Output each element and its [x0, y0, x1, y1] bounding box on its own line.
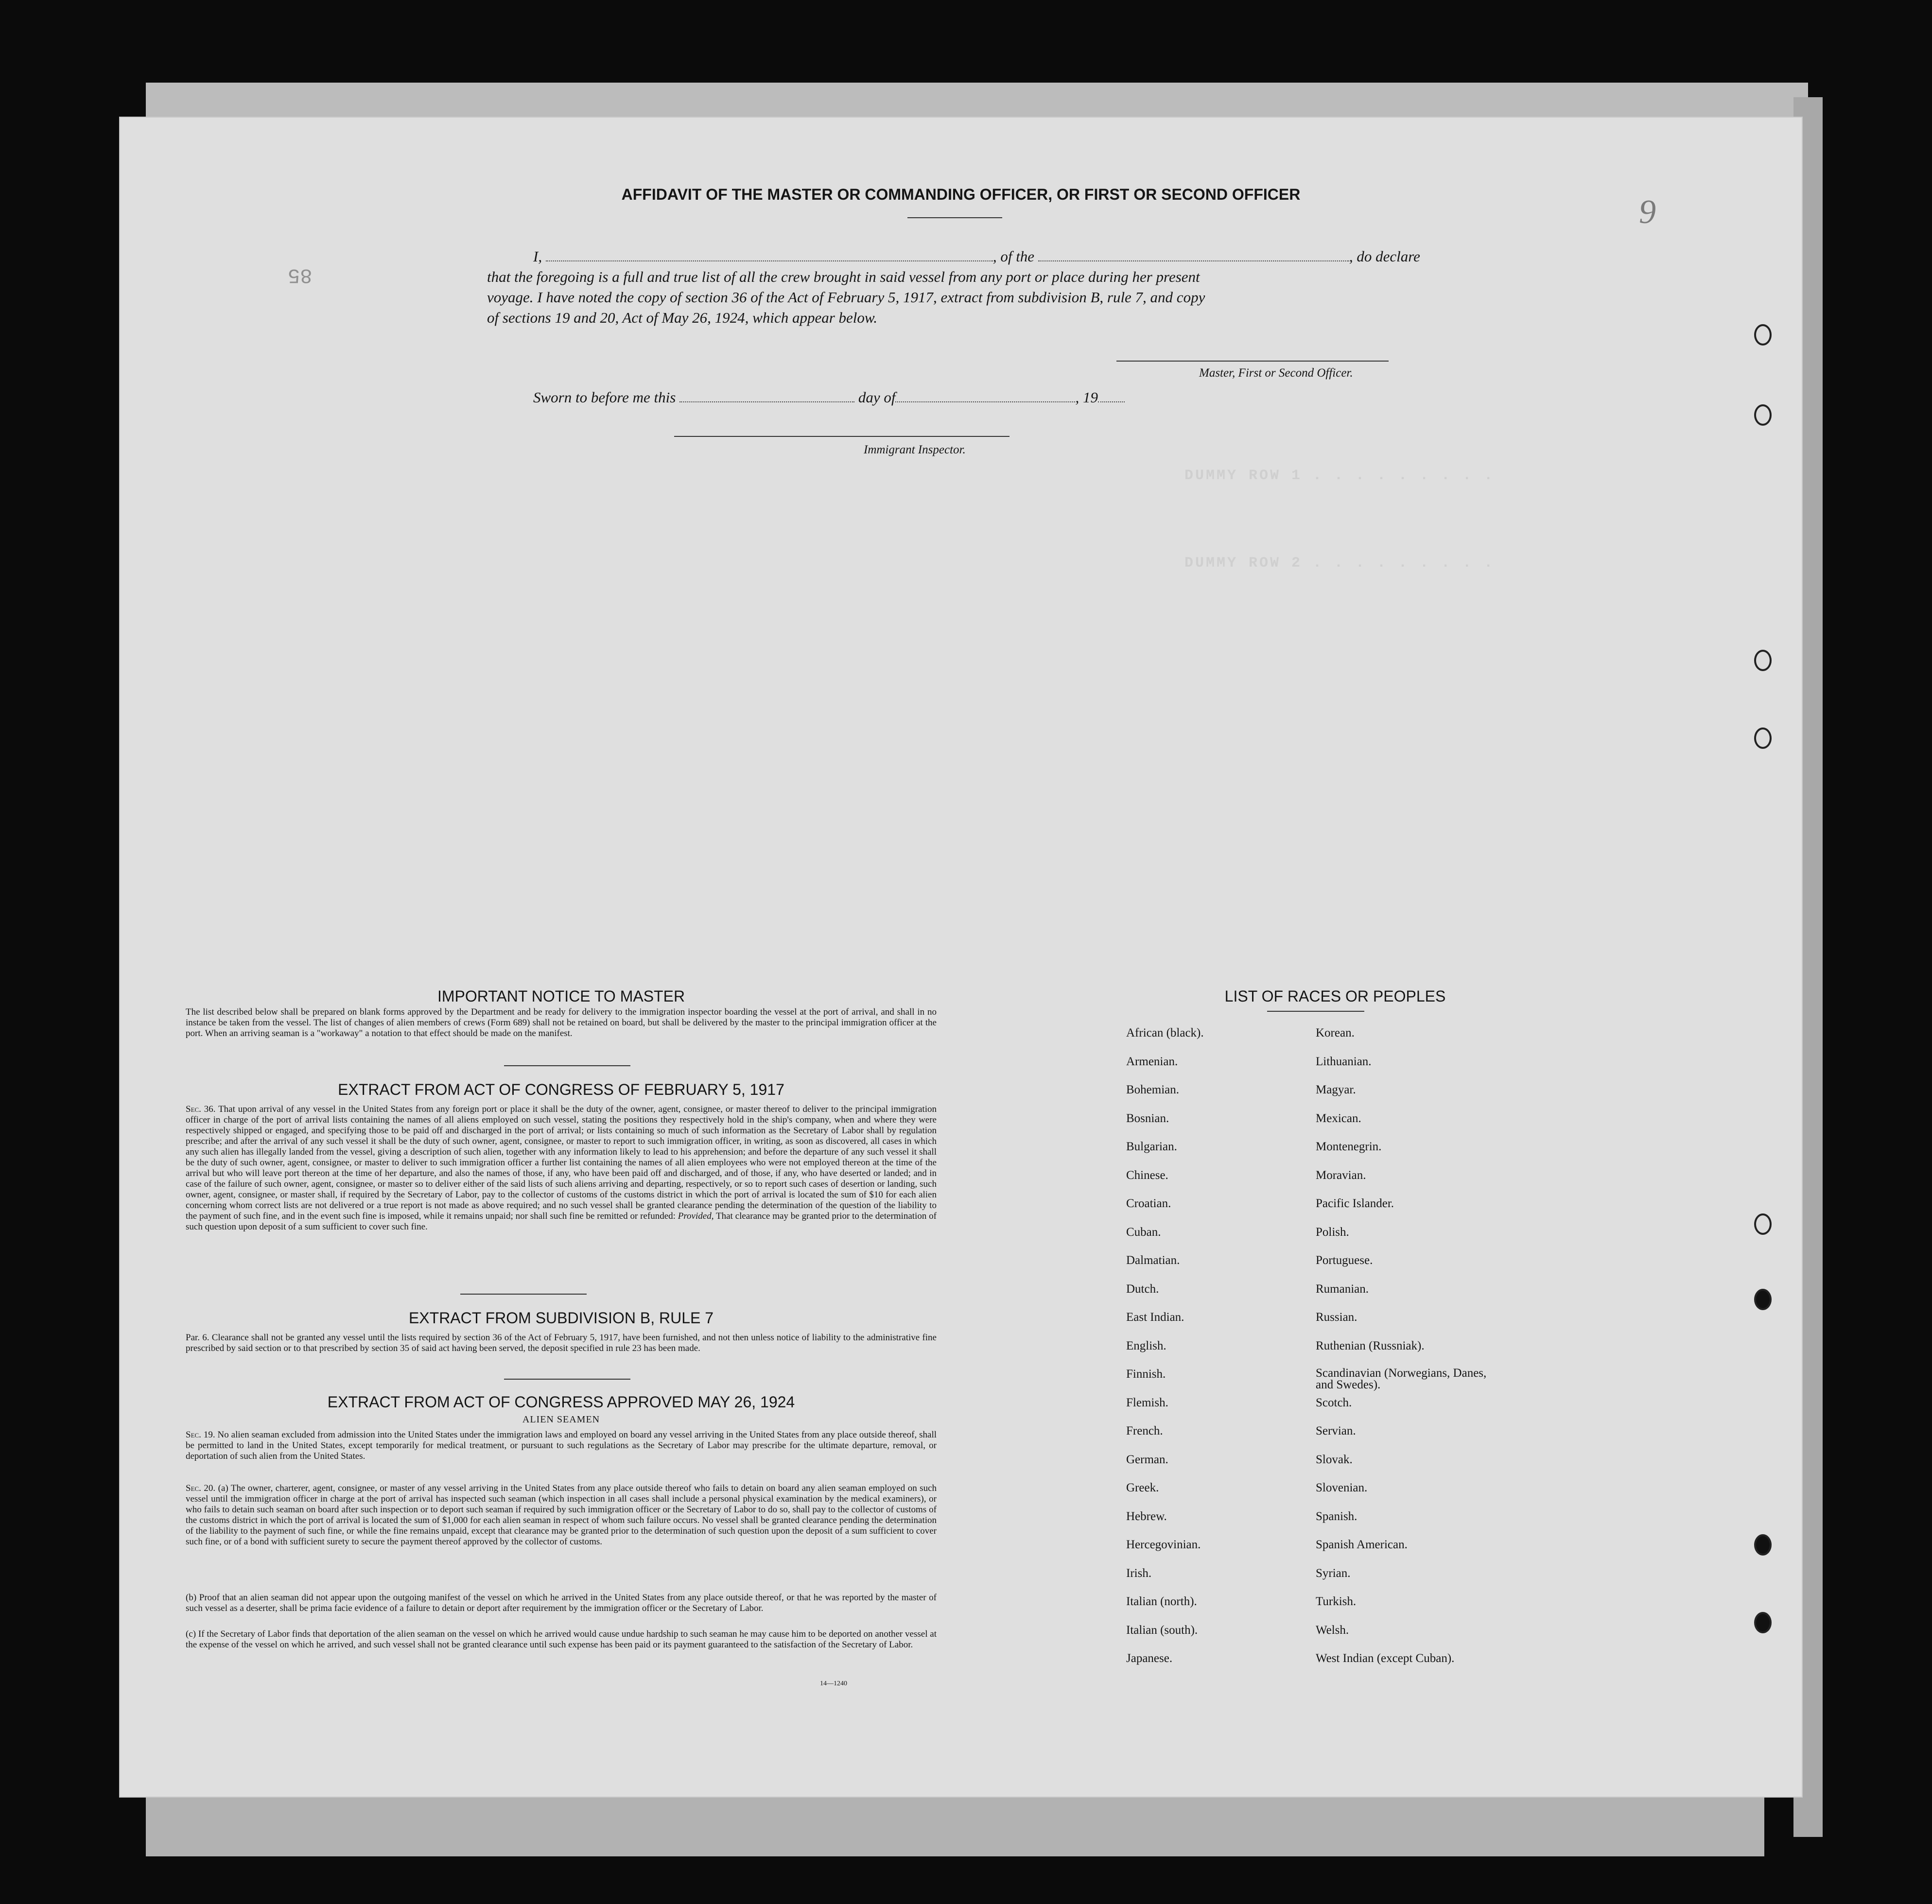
bleed-through-row: DUMMY ROW 2 . . . . . . . . . — [1184, 555, 1495, 571]
race-item: Spanish American. — [1316, 1538, 1408, 1551]
binder-hole — [1754, 1213, 1772, 1235]
race-item: Ruthenian (Russniak). — [1316, 1339, 1425, 1352]
sworn-label: Sworn to before me this — [533, 389, 676, 406]
race-item: East Indian. — [1126, 1311, 1184, 1324]
affidavit-title-rule — [907, 217, 1002, 218]
race-item: African (black). — [1126, 1026, 1204, 1039]
race-item: Magyar. — [1316, 1083, 1356, 1096]
binder-hole — [1754, 1534, 1772, 1556]
extract3-sec20-c: (c) If the Secretary of Labor finds that deportation of the alien seaman on the vessel on which he arrived would cause undue hardship to such seaman he may cause him to be deported on another vessel at the expense of the vessel on which he arrived, and such vessel shall not be granted clearance until such expense has been paid or its payment guaranteed to the satisfaction of the Secretary of Labor. — [186, 1629, 937, 1650]
race-item: West Indian (except Cuban). — [1316, 1652, 1455, 1665]
race-item: Irish. — [1126, 1566, 1152, 1580]
sec36-text: That upon arrival of any vessel in the United States from any foreign port or place it shall be the duty of the owner, agent, consignee, or master thereof to deliver to the principal immigration officer in charge of the port of arrival lists containing the names of all aliens employed on such vessel, stating the positions they respectively hold in the ship's company, when and where they were respectively shipped or engaged, and specifying those to be paid off and discharged in the port of arrival; or lists containing so much of such information as the Secretary of Labor shall by regulation prescribe; and after the arrival of any such vessel it shall be the duty of such owner, agent, consignee, or master to report to such immigration officer, in writing, as soon as discovered, all cases in which any such alien has illegally landed from the vessel, giving a description of such alien, together with any information likely to lead to his apprehension; and before the departure of any such vessel it shall be the duty of such owner, agent, consignee, or master to deliver to such immigration officer a further list containing the names of all alien employees who were not employed thereon at the time of the arrival but who will leave port thereon at the time of her departure, and also the names of those, if any, who have been paid off and discharged, and of those, if any, who have deserted or landed; and in case of the failure of such owner, agent, consignee, or master so to deliver either of the said lists of such aliens arriving and departing, respectively, or so to report such cases of desertion or landing, such owner, agent, consignee, or master shall, if required by the Secretary of Labor, pay to the collector of customs of the customs district in which the port of arrival is located the sum of $10 for each alien concerning whom correct lists are not delivered or a true report is not made as above required; and no such vessel shall be granted clearance pending the determination of the question of the liability to the payment of such fine, and in the event such fine is imposed, while it remains unpaid; nor shall such fine be remitted or refunded: — [186, 1104, 937, 1221]
sec36-label: Sec. 36. — [186, 1104, 216, 1114]
extract3-sec19 — [186, 1430, 937, 1462]
race-item: English. — [1126, 1339, 1166, 1352]
binder-hole — [1754, 404, 1772, 426]
declaration-line-1 — [533, 248, 1420, 265]
race-item: Dutch. — [1126, 1282, 1159, 1296]
binder-hole — [1754, 1289, 1772, 1310]
sworn-line — [533, 389, 1125, 406]
sec20-text: (a) The owner, charterer, agent, consignee, or master of any vessel arriving in the United States from any place outside thereof who fails to detain on board any alien seaman employed on such vessel until the immigration officer in charge at the port of arrival has inspected such seaman (which inspection in all cases shall include a personal physical examination by the medical examiners), or who fails to detain such seaman on board after such inspection or to deport such seaman if required by such immigration officer or the Secretary of Labor to do so, shall pay to the collector of customs of the customs district in which the port of arrival is located the sum of $1,000 for each alien seaman in respect of whom such failure occurs. No vessel shall be granted clearance pending the determination of the liability to the payment of such fine, or while the fine remains unpaid, except that clearance may be granted prior to the determination of such question upon the deposit of a sum sufficient to cover such fine, or of a bond with sufficient surety to secure the payment thereof approved by the collector of customs. — [186, 1483, 937, 1547]
race-item: Moravian. — [1316, 1168, 1366, 1182]
extract3-subtitle: ALIEN SEAMEN — [522, 1414, 600, 1425]
race-item: Mexican. — [1316, 1111, 1361, 1125]
master-signature-line — [1116, 361, 1389, 362]
day-of-label: day of — [858, 389, 896, 406]
affidavit-title: AFFIDAVIT OF THE MASTER OR COMMANDING OFFICER, OR FIRST OR SECOND OFFICER — [621, 186, 1301, 203]
race-item: Chinese. — [1126, 1168, 1168, 1182]
extract3-title: EXTRACT FROM ACT OF CONGRESS APPROVED MAY 26, 1924 — [327, 1393, 795, 1411]
race-item: Bosnian. — [1126, 1111, 1169, 1125]
extract1-rule — [460, 1294, 587, 1295]
race-item: Servian. — [1316, 1424, 1356, 1437]
i-label: I, — [533, 248, 542, 265]
race-item: Italian (south). — [1126, 1623, 1198, 1637]
race-item: Croatian. — [1126, 1197, 1171, 1210]
document-page — [119, 117, 1803, 1798]
sec20-label: Sec. 20. — [186, 1483, 216, 1493]
notice-rule — [504, 1065, 630, 1066]
race-item: Pacific Islander. — [1316, 1197, 1394, 1210]
declaration-line-2: that the foregoing is a full and true list of all the crew brought in said vessel from any port or place during her present — [487, 268, 1200, 285]
vessel-blank[interactable] — [1038, 250, 1349, 261]
race-item: French. — [1126, 1424, 1163, 1437]
handwritten-mark: 9 — [1639, 193, 1656, 231]
race-item: Syrian. — [1316, 1566, 1351, 1580]
back-sheet-bottom — [146, 1788, 1764, 1856]
provided-label: Provided, — [678, 1211, 714, 1221]
extract2-rule — [504, 1379, 630, 1380]
race-item: Lithuanian. — [1316, 1055, 1372, 1068]
binder-hole — [1754, 324, 1772, 346]
year-blank[interactable] — [1098, 391, 1125, 402]
races-title-rule — [1267, 1011, 1364, 1012]
notice-title: IMPORTANT NOTICE TO MASTER — [437, 987, 685, 1005]
races-right-column — [1316, 1026, 1539, 1678]
race-item: Korean. — [1316, 1026, 1355, 1039]
race-item: Spanish. — [1316, 1509, 1358, 1523]
notice-text: The list described below shall be prepared on blank forms approved by the Department and be ready for delivery to the immigration inspector boarding the vessel at the port of arrival, and shall in no instance be taken from the vessel. The list of changes of alien members of crews (Form 689) shall not be retained on board, but shall be delivered by the master to the principal immigration officer at the port. When an arriving seaman is a "workaway" a notation to that effect should be made on the manifest. — [186, 1007, 937, 1039]
inspector-label: Immigrant Inspector. — [864, 443, 966, 456]
page-number: 85 — [288, 263, 313, 287]
form-number: 14—1240 — [820, 1680, 847, 1687]
month-blank[interactable] — [895, 391, 1075, 402]
race-item: Rumanian. — [1316, 1282, 1369, 1296]
race-item: Italian (north). — [1126, 1595, 1197, 1608]
race-item: Bohemian. — [1126, 1083, 1180, 1096]
race-item: Scotch. — [1316, 1396, 1352, 1409]
extract1-title: EXTRACT FROM ACT OF CONGRESS OF FEBRUARY 5, 1917 — [338, 1081, 784, 1098]
race-item: Dalmatian. — [1126, 1254, 1180, 1267]
year-label: , 19 — [1075, 389, 1098, 406]
race-item: Portuguese. — [1316, 1254, 1373, 1267]
race-item: Slovenian. — [1316, 1481, 1368, 1494]
binder-hole — [1754, 650, 1772, 671]
race-item: Montenegrin. — [1316, 1140, 1382, 1153]
race-item: Flemish. — [1126, 1396, 1168, 1409]
race-item: Scandinavian (Norwegians, Danes, and Swedes). — [1316, 1367, 1487, 1391]
race-item: Cuban. — [1126, 1225, 1161, 1239]
race-item: German. — [1126, 1453, 1168, 1466]
race-item: Hebrew. — [1126, 1509, 1167, 1523]
binder-hole — [1754, 1612, 1772, 1633]
extract1-text — [186, 1104, 937, 1232]
of-the-label: , of the — [992, 248, 1035, 265]
races-left-column — [1126, 1026, 1311, 1678]
sec36-text-end: That clearance may be granted prior to the determination of such question upon deposit of a sum sufficient to cover such fine. — [186, 1211, 937, 1232]
race-item: Greek. — [1126, 1481, 1159, 1494]
do-declare-label: , do declare — [1349, 248, 1420, 265]
declaration-line-3: voyage. I have noted the copy of section 36 of the Act of February 5, 1917, extract from subdivision B, rule 7, and copy — [487, 289, 1205, 306]
race-item: Finnish. — [1126, 1367, 1166, 1381]
name-blank[interactable] — [546, 250, 993, 261]
master-label: Master, First or Second Officer. — [1199, 366, 1353, 380]
race-item: Japanese. — [1126, 1652, 1173, 1665]
inspector-signature-line — [674, 436, 1010, 437]
sec19-text: No alien seaman excluded from admission into the United States under the immigration laws and employed on board any vessel arriving in the United States from any place outside thereof, shall be permitted to land in the United States, except temporarily for medical treatment, or pursuant to such regulations as the Secretary of Labor may prescribe for the ultimate departure, removal, or deportation of such alien from the United States. — [186, 1430, 937, 1461]
race-item: Welsh. — [1316, 1623, 1349, 1637]
race-item: Armenian. — [1126, 1055, 1178, 1068]
race-item: Russian. — [1316, 1311, 1358, 1324]
bleed-through-row: DUMMY ROW 1 . . . . . . . . . — [1184, 467, 1495, 484]
extract2-text: Par. 6. Clearance shall not be granted any vessel until the lists required by section 36 of the Act of February 5, 1917, have been furnished, and not then unless notice of liability to the administrative fine prescribed by said section or to that prescribed by section 35 of said act having been served, the deposit specified in rule 23 has been made. — [186, 1333, 937, 1353]
race-item: Bulgarian. — [1126, 1140, 1177, 1153]
extract2-title: EXTRACT FROM SUBDIVISION B, RULE 7 — [408, 1309, 714, 1327]
race-item: Slovak. — [1316, 1453, 1353, 1466]
extract3-sec20-b: (b) Proof that an alien seaman did not appear upon the outgoing manifest of the vessel on which he arrived in the United States from any place outside thereof, or that he was reported by the master of such vessel as a deserter, shall be prima facie evidence of a failure to detain or deport after requirement by the immigration officer or the Secretary of Labor. — [186, 1592, 937, 1613]
extract3-sec20 — [186, 1483, 937, 1547]
race-item: Turkish. — [1316, 1595, 1357, 1608]
binder-hole — [1754, 727, 1772, 749]
declaration-line-4: of sections 19 and 20, Act of May 26, 1924, which appear below. — [487, 309, 878, 326]
race-item: Polish. — [1316, 1225, 1349, 1239]
sec19-label: Sec. 19. — [186, 1430, 215, 1440]
races-title: LIST OF RACES OR PEOPLES — [1224, 987, 1446, 1005]
day-blank[interactable] — [679, 391, 854, 402]
race-item: Hercegovinian. — [1126, 1538, 1201, 1551]
